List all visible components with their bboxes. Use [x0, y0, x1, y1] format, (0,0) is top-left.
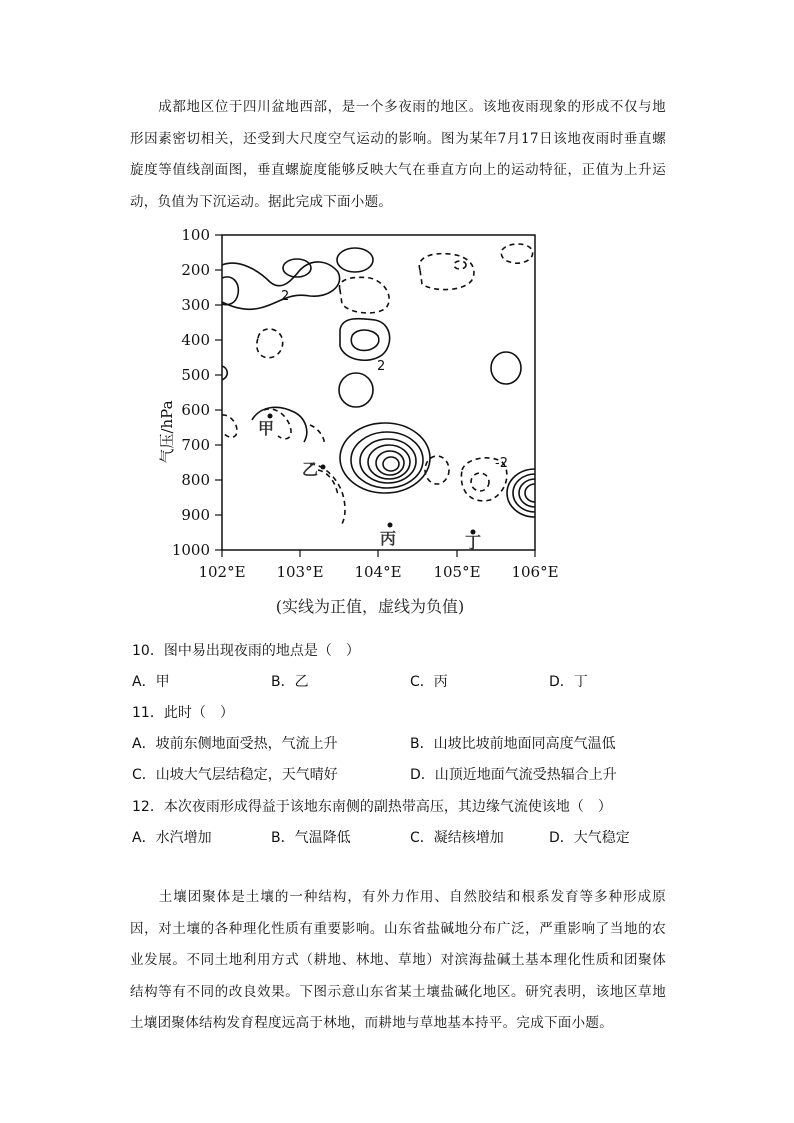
solid-contour — [222, 366, 227, 380]
point-yi-label: 乙 — [302, 460, 319, 479]
solid-contour — [491, 352, 521, 384]
x-tick-label: 106°E — [511, 563, 559, 581]
question-10-option-b[interactable]: B．乙 — [271, 674, 309, 690]
question-10-stem: 10．图中易出现夜雨的地点是（ ） — [132, 643, 360, 659]
question-11-option-b[interactable]: B．山坡比坡前地面同高度气温低 — [410, 736, 616, 752]
question-12-stem: 12．本次夜雨形成得益于该地东南侧的副热带高压，其边缘气流使该地（ ） — [132, 799, 612, 815]
y-tick-label: 300 — [181, 296, 210, 314]
contour-value-label: 2 — [281, 289, 290, 304]
y-tick-labels — [172, 226, 210, 559]
contour-chart — [160, 220, 580, 620]
y-tick-label: 600 — [181, 401, 210, 419]
dashed-contour — [222, 415, 237, 437]
y-tick-label: 1000 — [171, 541, 210, 559]
figure-caption: (实线为正值，虚线为负值) — [275, 597, 465, 616]
question-10-option-a[interactable]: A．甲 — [132, 674, 170, 690]
y-tick-label: 500 — [181, 366, 210, 384]
solid-contour — [222, 277, 238, 305]
soil-passage-text: 土壤团聚体是土壤的一种结构，有外力作用、自然胶结和根系发育等多种形成原因，对土壤的各种理化性质有重要影响。山东省盐碱地分布广泛，严重影响了当地的农业发展。不同土地利用方式（耕地、林地、草地）对滨海盐碱土基本理化性质和团聚体结构等有不同的改良效果。下图示意山东省某土壤盐碱化地区。研究表明，该地区草地土壤团聚体结构发育程度远高于林地，而耕地与草地基本持平。完成下面小题。 — [130, 889, 666, 1031]
solid-contour — [340, 319, 390, 361]
contour-value-label: 2 — [377, 359, 386, 374]
dashed-contour — [310, 425, 324, 446]
question-12-option-a[interactable]: A．水汽增加 — [132, 830, 212, 846]
y-tick-label: 700 — [181, 436, 210, 454]
question-11-option-d[interactable]: D．山顶近地面气流受热辐合上升 — [410, 767, 617, 783]
dashed-contour — [471, 473, 489, 491]
question-12-option-d[interactable]: D．大气稳定 — [549, 830, 630, 846]
question-11-stem: 11．此时（ ） — [132, 705, 234, 721]
question-11-option-a[interactable]: A．坡前东侧地面受热，气流上升 — [132, 736, 338, 752]
solid-contour — [351, 330, 379, 350]
soil-passage — [130, 882, 666, 1040]
x-tick-label: 103°E — [276, 563, 324, 581]
question-11-option-c[interactable]: C．山坡大气层结稳定，天气晴好 — [132, 767, 338, 783]
dashed-contour — [318, 470, 338, 496]
x-tick-label: 105°E — [433, 563, 481, 581]
helicity-contour-figure — [160, 220, 580, 620]
x-ticks — [222, 550, 535, 557]
question-10-option-d[interactable]: D．丁 — [549, 674, 588, 690]
intro-passage-text: 成都地区位于四川盆地西部，是一个多夜雨的地区。该地夜雨现象的形成不仅与地形因素密切相关，还受到大尺度空气运动的影响。图为某年7月17日该地夜雨时垂直螺旋度等值线剖面图，垂直螺旋度能够反映大气在垂直方向上的运动特征，正值为上升运动，负值为下沉运动。据此完成下面小题。 — [130, 99, 666, 210]
solid-contour — [337, 248, 373, 272]
solid-contour — [339, 373, 373, 407]
point-jia-marker — [268, 414, 273, 419]
y-tick-label: 400 — [181, 331, 210, 349]
dashed-contour — [339, 277, 389, 313]
point-jia-label: 甲 — [258, 419, 275, 438]
y-tick-label: 900 — [181, 506, 210, 524]
y-tick-label: 800 — [181, 471, 210, 489]
y-axis-label: 气压/hPa — [158, 400, 176, 464]
x-tick-label: 102°E — [198, 563, 246, 581]
solid-contour — [383, 457, 399, 471]
y-tick-label: 200 — [181, 261, 210, 279]
dashed-contour — [501, 244, 532, 263]
contour-value-label: -2 — [495, 456, 508, 471]
point-bing-label: 丙 — [380, 529, 397, 548]
dashed-contour — [425, 456, 449, 484]
question-12-option-b[interactable]: B．气温降低 — [271, 830, 351, 846]
contour-lines — [222, 248, 563, 517]
dashed-contour — [419, 254, 474, 290]
point-bing-marker — [388, 523, 393, 528]
intro-passage — [130, 92, 666, 218]
y-ticks — [215, 235, 222, 550]
question-12-option-c[interactable]: C．凝结核增加 — [410, 830, 504, 846]
dashed-contour — [257, 329, 283, 358]
point-yi-marker — [321, 465, 326, 470]
y-tick-label: 100 — [181, 226, 210, 244]
x-tick-label: 104°E — [354, 563, 402, 581]
x-tick-labels — [198, 563, 558, 581]
point-ding-label: 丁 — [465, 533, 482, 552]
dashed-contour — [454, 261, 466, 269]
question-10-option-c[interactable]: C．丙 — [410, 674, 448, 690]
